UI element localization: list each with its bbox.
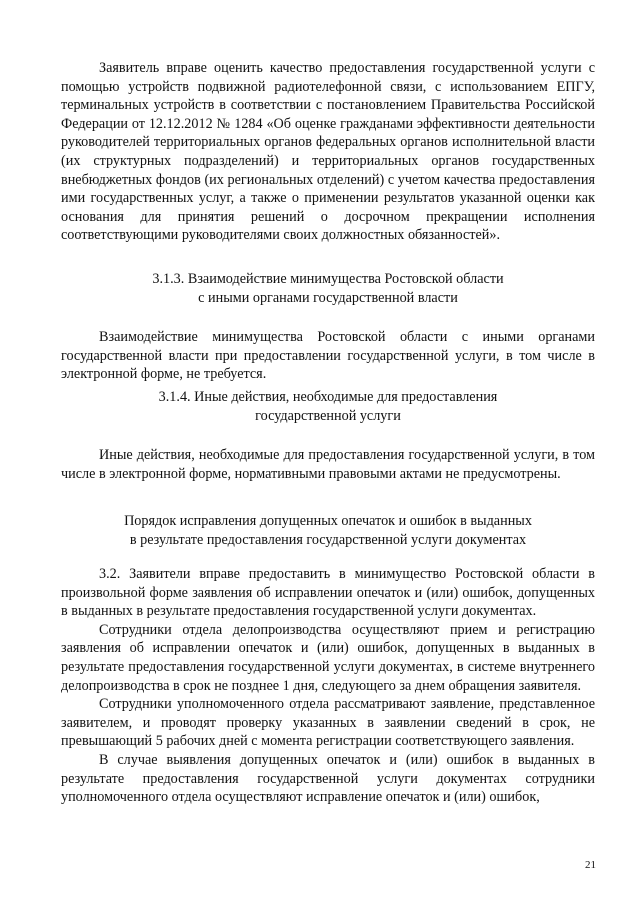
section-heading-3-1-4-line2: государственной услуги <box>255 407 401 424</box>
paragraph-interaction: Взаимодействие минимущества Ростовской области с иными органами государственной власти при предоставлении государственной услуги, в том числе в электронной форме, не требуется. <box>61 329 595 383</box>
text-block-corrections <box>61 512 595 549</box>
section-heading-corrections-line1: Порядок исправления допущенных опечаток и ошибок в выданных <box>124 513 532 529</box>
section-heading-3-1-3-line2: с иными органами государственной власти <box>198 289 458 306</box>
paragraph-3-2-applicants: 3.2. Заявители вправе предоставить в минимущество Ростовской области в произвольной форме заявления об исправлении опечаток и (или) ошибок, допущенных в выданных в результате предоставления государственной услуги документах. <box>61 566 595 620</box>
section-heading-3-1-4-line1: 3.1.4. Иные действия, необходимые для предоставления <box>158 389 498 405</box>
paragraph-office-staff: Сотрудники отдела делопроизводства осуществляют прием и регистрацию заявления об исправлении опечаток и (или) ошибок, допущенных в выданных в результате предоставления государственной услуги документах, в системе внутреннего делопроизводства в срок не позднее 1 дня, следующего за днем обращения заявителя. <box>61 621 595 694</box>
paragraph-other-actions: Иные действия, необходимые для предоставления государственной услуги, в том числе в электронной форме, нормативными правовыми актами не предусмотрены. <box>61 447 595 482</box>
text-block-intro <box>61 59 595 245</box>
text-block-section-3-1-3 <box>61 270 595 384</box>
section-heading-3-1-3-line1: 3.1.3. Взаимодействие минимущества Ростовской области <box>152 271 504 287</box>
text-block-section-3-2 <box>61 565 595 807</box>
paragraph-quality-assessment: Заявитель вправе оценить качество предоставления государственной услуги с помощью устройств подвижной радиотелефонной связи, с использованием ЕПГУ, терминальных устройств в соответствии с постановлением Правительства Российской Федерации от 12.12.2012 № 1284 «Об оценке гражданами эффективности деятельности руководителей территориальных органов федеральных органов исполнительной власти (их структурных подразделений) и территориальных органов государственных внебюджетных фондов (их региональных отделений) с учетом качества предоставления ими государственных услуг, а также о применении результатов указанной оценки как основания для принятия решений о досрочном прекращении исполнения соответствующими руководителями своих должностных обязанностей». <box>61 60 595 244</box>
paragraph-authorized-department: Сотрудники уполномоченного отдела рассматривают заявление, представленное заявителем, и проводят проверку указанных в заявлении сведений в срок, не превышающий 5 рабочих дней с момента регистрации соответствующего заявления. <box>61 696 595 750</box>
text-block-section-3-1-4 <box>61 388 595 483</box>
paragraph-error-detection: В случае выявления допущенных опечаток и (или) ошибок в выданных в результате предоставления государственной услуги документах сотрудники уполномоченного отдела осуществляют исправление опечаток и (или) ошибок, <box>61 751 595 806</box>
page-number: 21 <box>585 859 596 871</box>
section-heading-corrections-line2: в результате предоставления государственной услуги документах <box>129 531 527 548</box>
